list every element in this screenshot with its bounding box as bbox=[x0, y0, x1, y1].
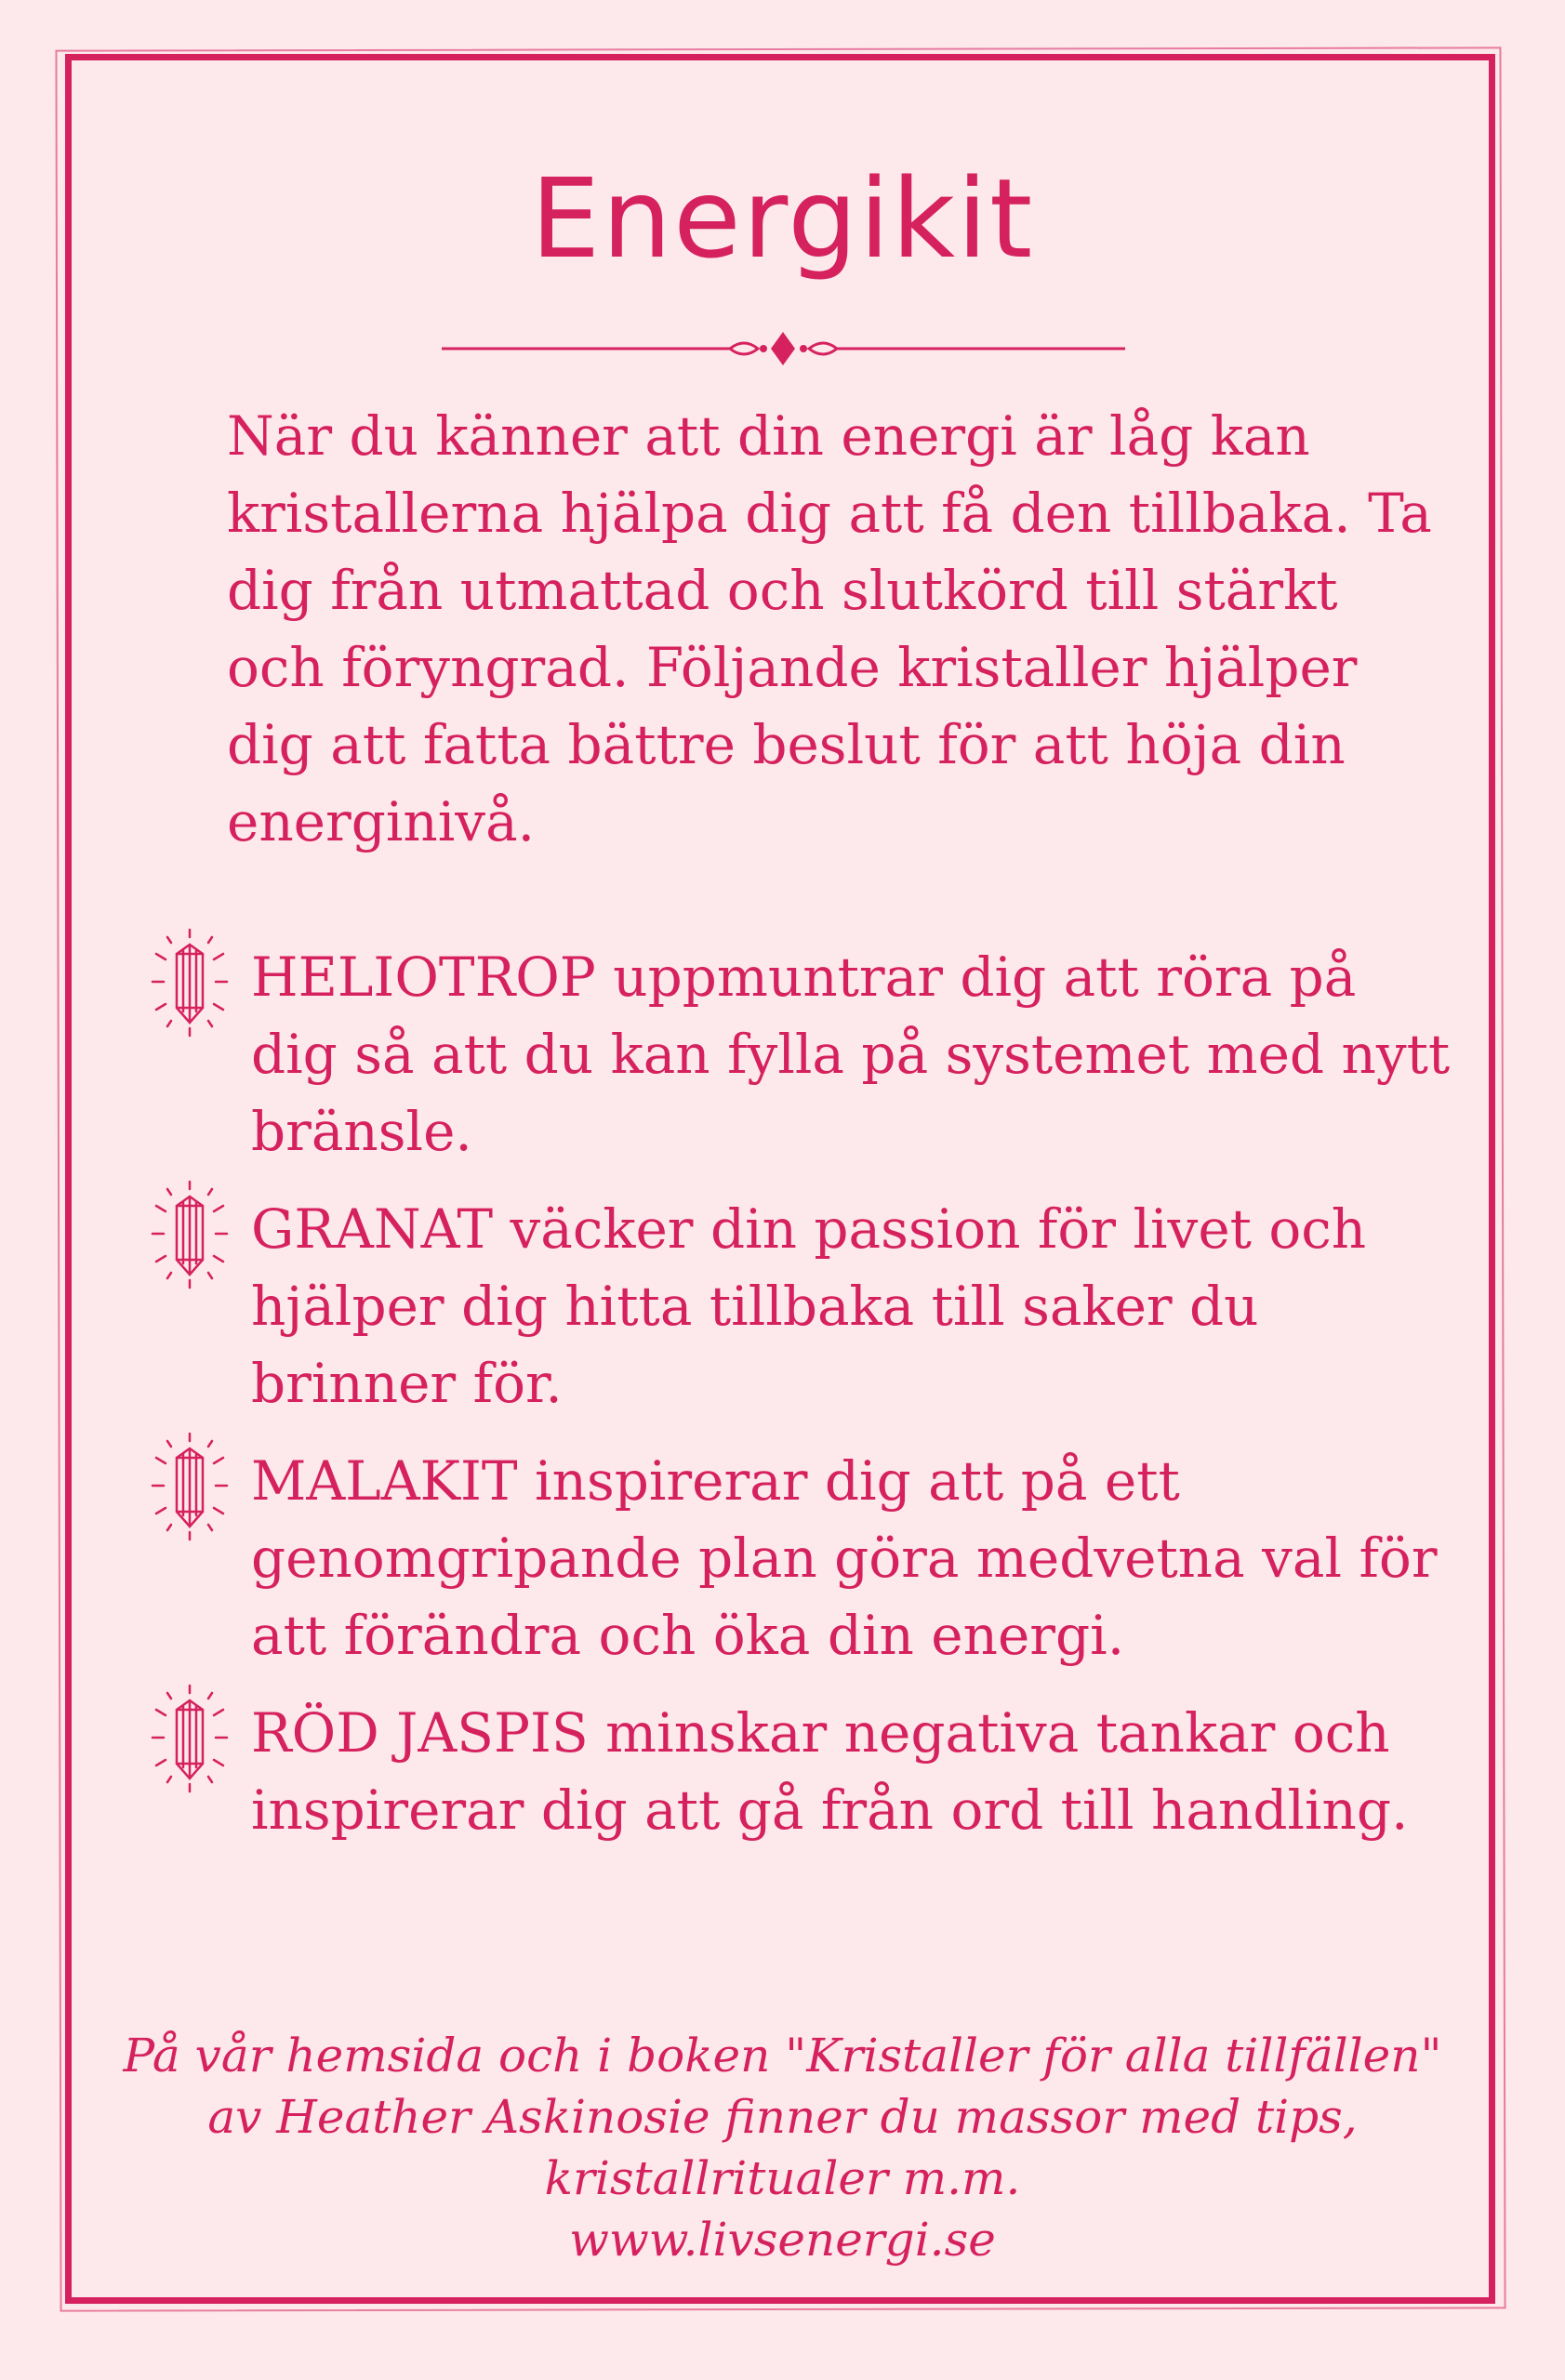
crystal-name: GRANAT bbox=[251, 1197, 494, 1261]
intro-paragraph: När du känner att din energi är låg kan kristallerna hjälpa dig att få den tillbaka. Ta dig från utmattad och slutkörd till stärkt och föryngrad. Följande kristaller hjälper dig att fatta bättre beslut för att höja din energinivå. bbox=[227, 404, 1432, 853]
list-item bbox=[149, 939, 1451, 1170]
website-link[interactable]: www.livsenergi.se bbox=[569, 2213, 996, 2267]
crystal-description: uppmuntrar dig att röra på dig så att du kan fylla på systemet med nytt bränsle. bbox=[251, 945, 1451, 1163]
crystal-name: MALAKIT bbox=[251, 1449, 518, 1513]
crystal-icon bbox=[149, 1430, 231, 1541]
crystal-icon bbox=[149, 1178, 231, 1289]
footer bbox=[102, 2025, 1463, 2270]
crystal-icon bbox=[149, 1682, 231, 1793]
footer-text: På vår hemsida och i boken "Kristaller för alla tillfällen" av Heather Askinosie finner du massor med tips, kristallritualer m.m. bbox=[123, 2029, 1442, 2205]
list-item bbox=[149, 1695, 1451, 1849]
crystal-description: väcker din passion för livet och hjälper dig hitta tillbaka till saker du brinner för. bbox=[251, 1197, 1367, 1415]
list-item bbox=[149, 1191, 1451, 1422]
crystal-name: RÖD JASPIS bbox=[251, 1701, 589, 1765]
crystal-name: HELIOTROP bbox=[251, 945, 596, 1009]
crystal-list bbox=[149, 939, 1451, 1870]
page-title: Energikit bbox=[530, 154, 1035, 283]
crystal-icon bbox=[149, 926, 231, 1038]
list-item bbox=[149, 1443, 1451, 1674]
crystal-description: minskar negativa tankar och inspirerar dig att gå från ord till handling. bbox=[251, 1701, 1409, 1842]
ornament-divider-icon bbox=[442, 330, 1125, 367]
crystal-description: inspirerar dig att på ett genomgripande plan göra medvetna val för att förändra och öka din energi. bbox=[251, 1449, 1438, 1667]
